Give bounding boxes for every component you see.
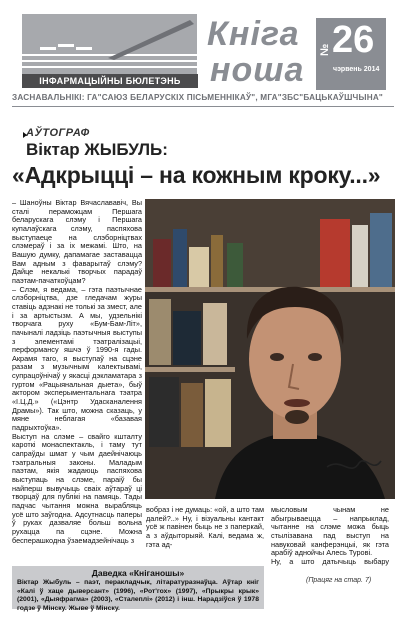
issue-prefix: № [319, 43, 331, 56]
dossier-text: Віктар Жыбуль – паэт, перакладчык, літаратуразнаўца. Аўтар кніг «Калі ў хаце дыверсант» (1996), «Рот'гох» (1997), «Прыкры крык» (2001), «Дыяфрагма» (2003), «Сталеплі» (2012) і інш. Нарадзіўся ў 1978 годзе ў Мінску. Жыве ў Мінску. [17, 579, 259, 612]
masthead-title-line1: Кніга [207, 15, 300, 53]
founders-line: ЗАСНАВАЛЬНІКІ: ГА"САЮЗ БЕЛАРУСКІХ ПІСЬМЕННІКАЎ", МГА"ЗБС"БАЦЬКАЎШЧЫНА" [12, 93, 394, 107]
article-bottom-column-1: вобраз і не думаць: «ой, а што там далей?..» Ну, і візуальны кантакт усё ж павінен быць не з паперкай, а з аўдыторыяй. Калі, ведама ж, гэта ад- [146, 506, 264, 549]
article-headline: «Адкрыцці – на кожным кроку...» [12, 162, 381, 188]
section-label: АЎТОГРАФ [26, 127, 90, 139]
dossier-title: Даведка «Кніганошы» [91, 568, 185, 578]
masthead-logo [22, 14, 197, 74]
article-bottom-column-2: мысловым чынам не абыгрываецца – напрыклад, чытанне на слэме можа быць стылізавана пад выступ на навуковай канферэнцыі, як гэта арабіў аднойчы Алесь Турові. Ну, а што датычыць выбару [271, 506, 389, 566]
continued-note: (Працяг на стар. 7) [306, 577, 372, 584]
book-stack-icon [22, 14, 197, 74]
author-photo [145, 199, 395, 499]
issue-badge [316, 18, 386, 90]
article-author: Віктар ЖЫБУЛЬ: [26, 140, 168, 159]
dossier-box [12, 566, 264, 612]
issue-date: чэрвень 2014 [333, 66, 380, 73]
issue-number: 26 [332, 19, 375, 61]
masthead-title-line2: ноша [210, 51, 305, 89]
article-left-column: – Шаноўны Віктар Вячаслававіч, Вы сталі пераможцам Першага беларускага слэму і Першага купалаўскага слэму, паспяхова выступаеце на слэборніцтвах слэмераў і за іх межамі. Што, на Вашую думку, дапамагае заставацца Вам адным з фаварытаў слэму? Дайце некалькі творчых парадаў паэтам-пачаткоўцам? – Слэм, я ведама, – гэта паэтычнае слэборніцтва, дзе гледачам журы ставіць адзнакі не толькі за змест, але і за артыстызм. А мы, удзельнікі творчага руху «Бум-Бам-Літ», пачыналі ладзіць паэтычныя выступы з элементамі тэатралізацыі, перформансу яшчэ ў 1990-я гады. Акрамя таго, я выступаў на сцэне разам з музычнымі калектывамі, супрацоўнічаў у якасці дэкламатара з гуртом «Рацыянальная дыета», быў актором эксперыментальнага тэатра «І.Ц.Д.» («Цэнтр Удасканалення Драмы»). Так што, можна сказаць, у мяне неблагая «базавая падрыхтоўка». Выступ на слэме – свайго кшталту кароткі монаспектакль, і таму тут сапраўды шмат у чым даейнічаюць тэатральныя законы. Маладым паэтам, якія жадаюць паспяхова выступаць на слэме, параіў бы найперш вывучыць сваіх аўтараў ці творцаў для публікі на памяць. Тады падчас чытання можна вырабляць усё што заўгодна. Адсутнасць паперы ў руках дазваляе больш вольна рухацца па сцэне. Можна бесперашкодна ўзаемадзейнічаць з [12, 199, 142, 545]
bulletin-label: ІНФАРМАЦЫЙНЫ БЮЛЕТЭНЬ [22, 74, 198, 88]
